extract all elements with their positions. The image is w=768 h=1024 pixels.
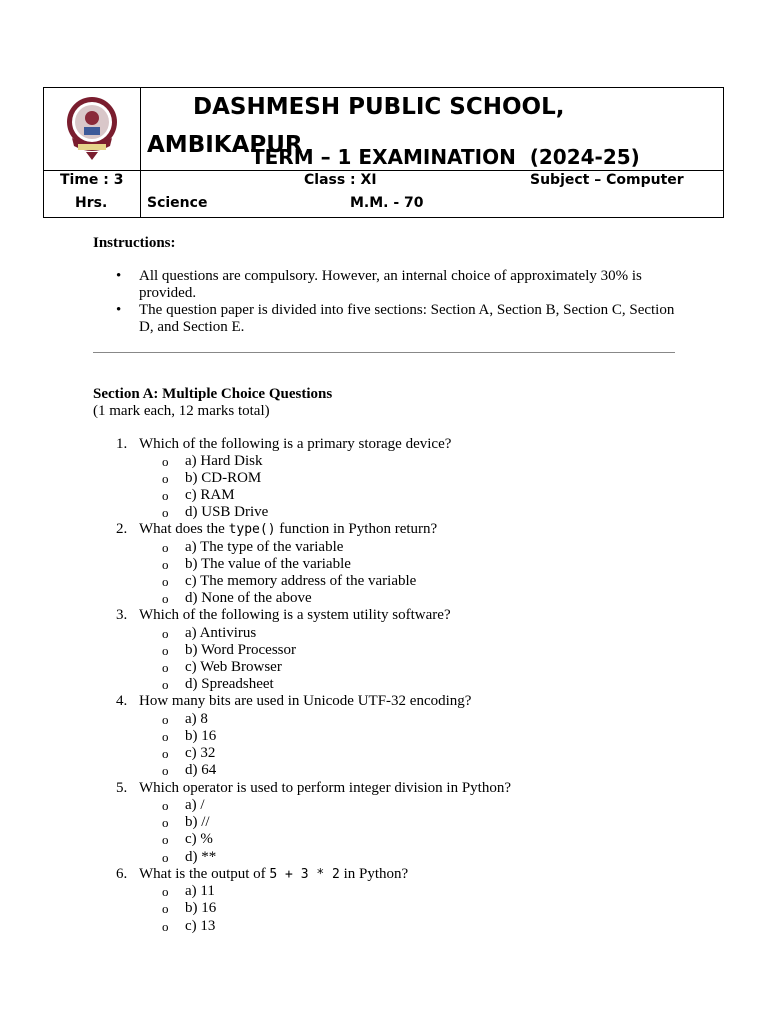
header-table — [43, 87, 724, 218]
exam-title: TERM – 1 EXAMINATION (2024-25) — [251, 145, 640, 169]
option-text: c) % — [185, 831, 213, 847]
option-text: a) / — [185, 797, 205, 813]
option-marker: o — [162, 712, 169, 727]
option-marker: o — [162, 540, 169, 555]
time-cell — [44, 170, 141, 217]
option-marker: o — [162, 677, 169, 692]
inline-code: 5 + 3 * 2 — [269, 867, 340, 882]
class-label: Class : XI — [304, 172, 377, 188]
option-text: b) Word Processor — [185, 642, 296, 658]
option-marker: o — [162, 574, 169, 589]
option-marker: o — [162, 919, 169, 934]
question-text: Which of the following is a system utility software? — [139, 607, 451, 623]
subject-line2: Science — [147, 195, 208, 211]
logo-cell — [44, 88, 141, 170]
option-text: b) CD-ROM — [185, 470, 262, 486]
option-marker: o — [162, 798, 169, 813]
option-text: a) 11 — [185, 883, 215, 899]
option-text: d) USB Drive — [185, 504, 269, 520]
option-marker: o — [162, 850, 169, 865]
option-text: b) The value of the variable — [185, 556, 351, 572]
instruction-item: All questions are compulsory. However, an internal choice of approximately 30% is provided. — [139, 268, 642, 301]
option-text: a) 8 — [185, 711, 208, 727]
option-text: d) Spreadsheet — [185, 676, 274, 692]
option-text: c) RAM — [185, 487, 235, 503]
time-line1: Time : 3 — [60, 172, 124, 188]
option-marker: o — [162, 471, 169, 486]
option-text: a) Hard Disk — [185, 453, 263, 469]
bullet-icon: • — [116, 302, 122, 318]
option-marker: o — [162, 746, 169, 761]
option-marker: o — [162, 884, 169, 899]
instructions-heading: Instructions: — [93, 235, 176, 251]
option-marker: o — [162, 591, 169, 606]
option-text: b) 16 — [185, 900, 217, 916]
option-text: d) 64 — [185, 762, 217, 778]
option-marker: o — [162, 729, 169, 744]
max-marks: M.M. - 70 — [350, 195, 424, 211]
time-line2: Hrs. — [75, 195, 108, 211]
option-marker: o — [162, 488, 169, 503]
instruction-item: The question paper is divided into five sections: Section A, Section B, Section C, Section D, and Section E. — [139, 302, 675, 335]
option-marker: o — [162, 832, 169, 847]
question-number: 4. — [116, 693, 128, 709]
question-number: 2. — [116, 521, 128, 537]
option-text: c) Web Browser — [185, 659, 282, 675]
question-text: Which operator is used to perform integer division in Python? — [139, 780, 512, 796]
school-name: DASHMESH PUBLIC SCHOOL, AMBIKAPUR — [147, 94, 565, 158]
option-marker: o — [162, 643, 169, 658]
option-text: c) 13 — [185, 918, 216, 934]
option-marker: o — [162, 454, 169, 469]
option-marker: o — [162, 626, 169, 641]
option-marker: o — [162, 763, 169, 778]
option-text: c) 32 — [185, 745, 216, 761]
title-cell — [141, 88, 723, 170]
inline-code: type() — [228, 522, 276, 537]
question-number: 1. — [116, 436, 128, 452]
question-number: 6. — [116, 866, 128, 882]
section-a-subtitle: (1 mark each, 12 marks total) — [93, 403, 270, 419]
question-text: What is the output of 5 + 3 * 2 in Python? — [139, 866, 409, 882]
option-text: c) The memory address of the variable — [185, 573, 417, 589]
option-marker: o — [162, 815, 169, 830]
option-text: d) None of the above — [185, 590, 312, 606]
option-text: d) ** — [185, 849, 217, 865]
option-marker: o — [162, 901, 169, 916]
school-logo-icon — [64, 94, 120, 162]
question-text: Which of the following is a primary storage device? — [139, 436, 452, 452]
option-text: b) // — [185, 814, 210, 830]
option-text: a) Antivirus — [185, 625, 257, 641]
question-text: What does the type() function in Python return? — [139, 521, 438, 537]
option-text: b) 16 — [185, 728, 217, 744]
bullet-icon: • — [116, 268, 122, 284]
option-marker: o — [162, 557, 169, 572]
section-a-title: Section A: Multiple Choice Questions — [93, 386, 333, 402]
question-text: How many bits are used in Unicode UTF-32 encoding? — [139, 693, 472, 709]
option-text: a) The type of the variable — [185, 539, 344, 555]
horizontal-rule — [93, 352, 675, 353]
question-number: 3. — [116, 607, 128, 623]
option-marker: o — [162, 660, 169, 675]
subject-line1: Subject – Computer — [530, 172, 684, 188]
option-marker: o — [162, 505, 169, 520]
question-number: 5. — [116, 780, 128, 796]
